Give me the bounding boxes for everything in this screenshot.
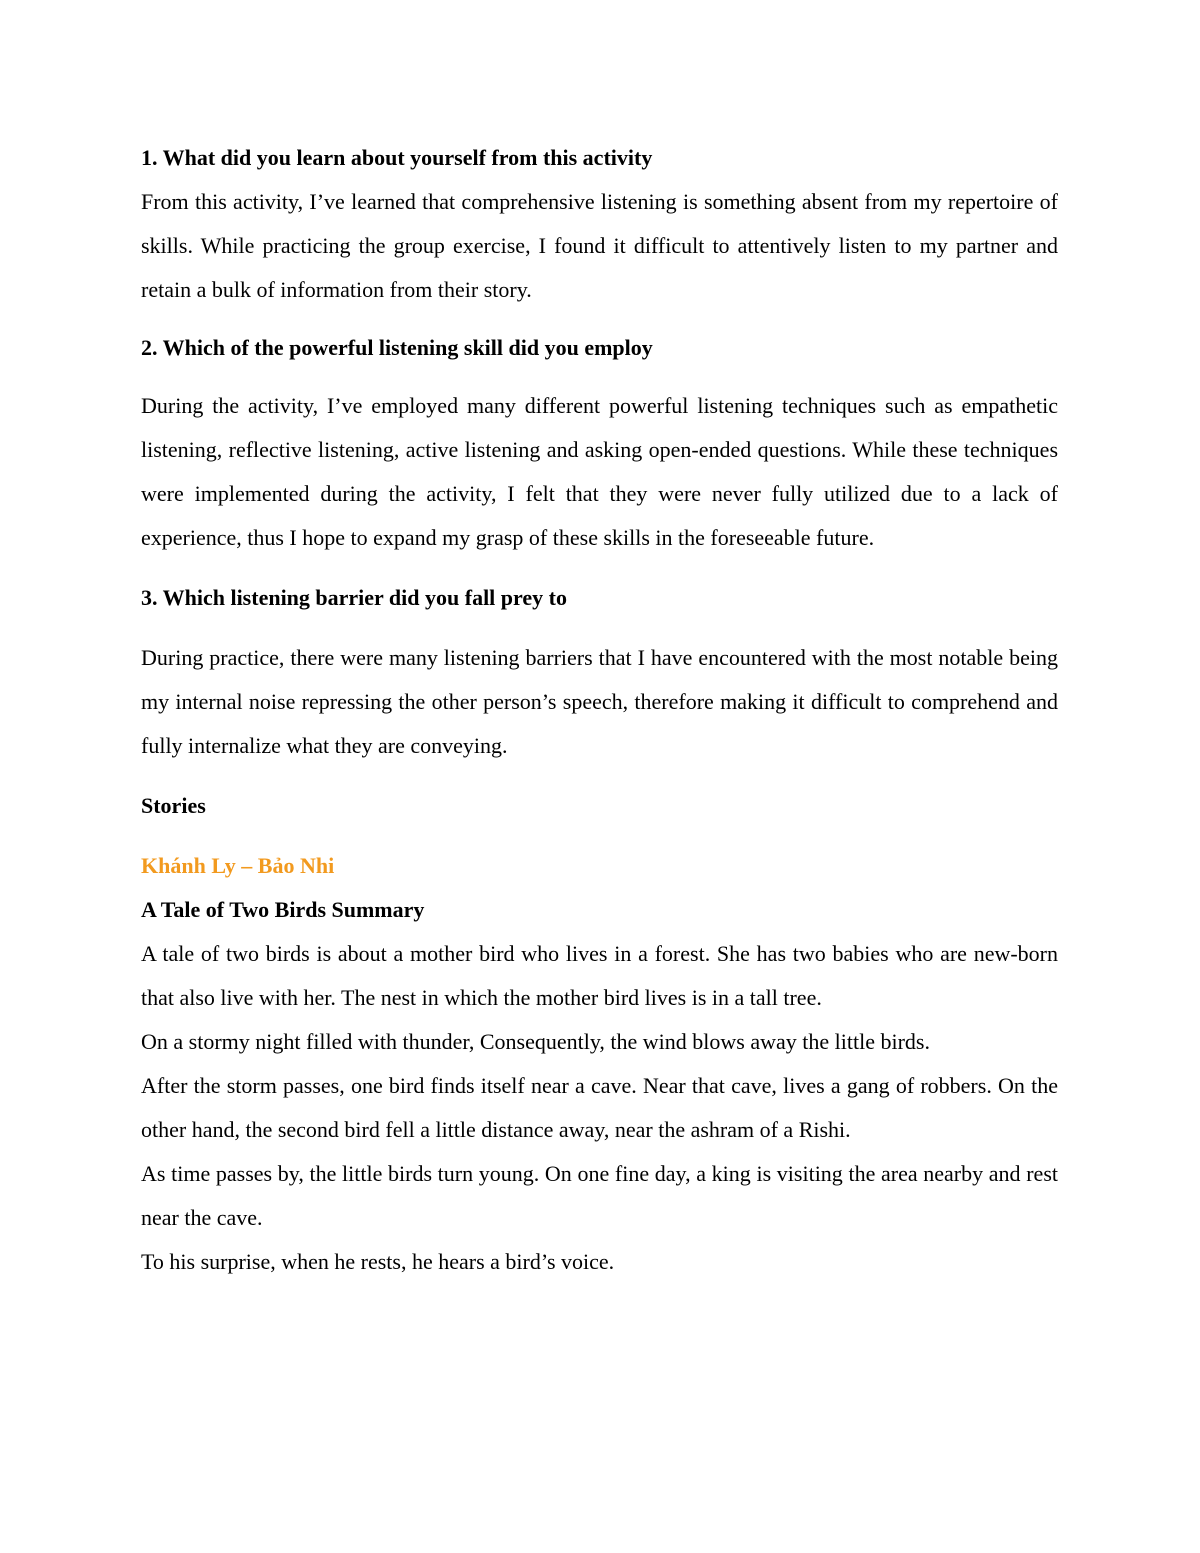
question-2-answer: During the activity, I’ve employed many different powerful listening techniques such as empathetic listening, reflective listening, active listening and asking open-ended questions. While these techniques were implemented during the activity, I felt that they were never fully utilized due to a lack of experience, thus I hope to expand my grasp of these skills in the foreseeable future. — [141, 393, 1058, 550]
spacer — [141, 828, 1058, 844]
story-paragraph: To his surprise, when he rests, he hears a bird’s voice. — [141, 1249, 615, 1274]
question-3-answer: During practice, there were many listening barriers that I have encountered with the most notable being my internal noise repressing the other person’s speech, therefore making it difficult to comprehend and fully internalize what they are conveying. — [141, 645, 1058, 758]
question-3-heading: 3. Which listening barrier did you fall prey to — [141, 585, 567, 610]
spacer — [141, 312, 1058, 326]
story-paragraph: As time passes by, the little birds turn young. On one fine day, a king is visiting the area nearby and rest near the cave. — [141, 1161, 1058, 1230]
story-title: A Tale of Two Birds Summary — [141, 897, 425, 922]
spacer — [141, 768, 1058, 784]
story-authors: Khánh Ly – Bảo Nhi — [141, 853, 335, 878]
spacer — [141, 370, 1058, 384]
spacer — [141, 620, 1058, 636]
spacer — [141, 560, 1058, 576]
story-paragraph: A tale of two birds is about a mother bird who lives in a forest. She has two babies who are new-born that also live with her. The nest in which the mother bird lives is in a tall tree. — [141, 941, 1058, 1010]
stories-heading: Stories — [141, 793, 206, 818]
story-paragraph: After the storm passes, one bird finds itself near a cave. Near that cave, lives a gang of robbers. On the other hand, the second bird fell a little distance away, near the ashram of a Rishi. — [141, 1073, 1058, 1142]
question-2-heading: 2. Which of the powerful listening skill did you employ — [141, 335, 653, 360]
question-1-heading: 1. What did you learn about yourself from this activity — [141, 145, 653, 170]
story-paragraph: On a stormy night filled with thunder, Consequently, the wind blows away the little birds. — [141, 1029, 930, 1054]
document-body — [141, 136, 1058, 1284]
question-1-answer: From this activity, I’ve learned that comprehensive listening is something absent from my repertoire of skills. While practicing the group exercise, I found it difficult to attentively listen to my partner and retain a bulk of information from their story. — [141, 189, 1058, 302]
